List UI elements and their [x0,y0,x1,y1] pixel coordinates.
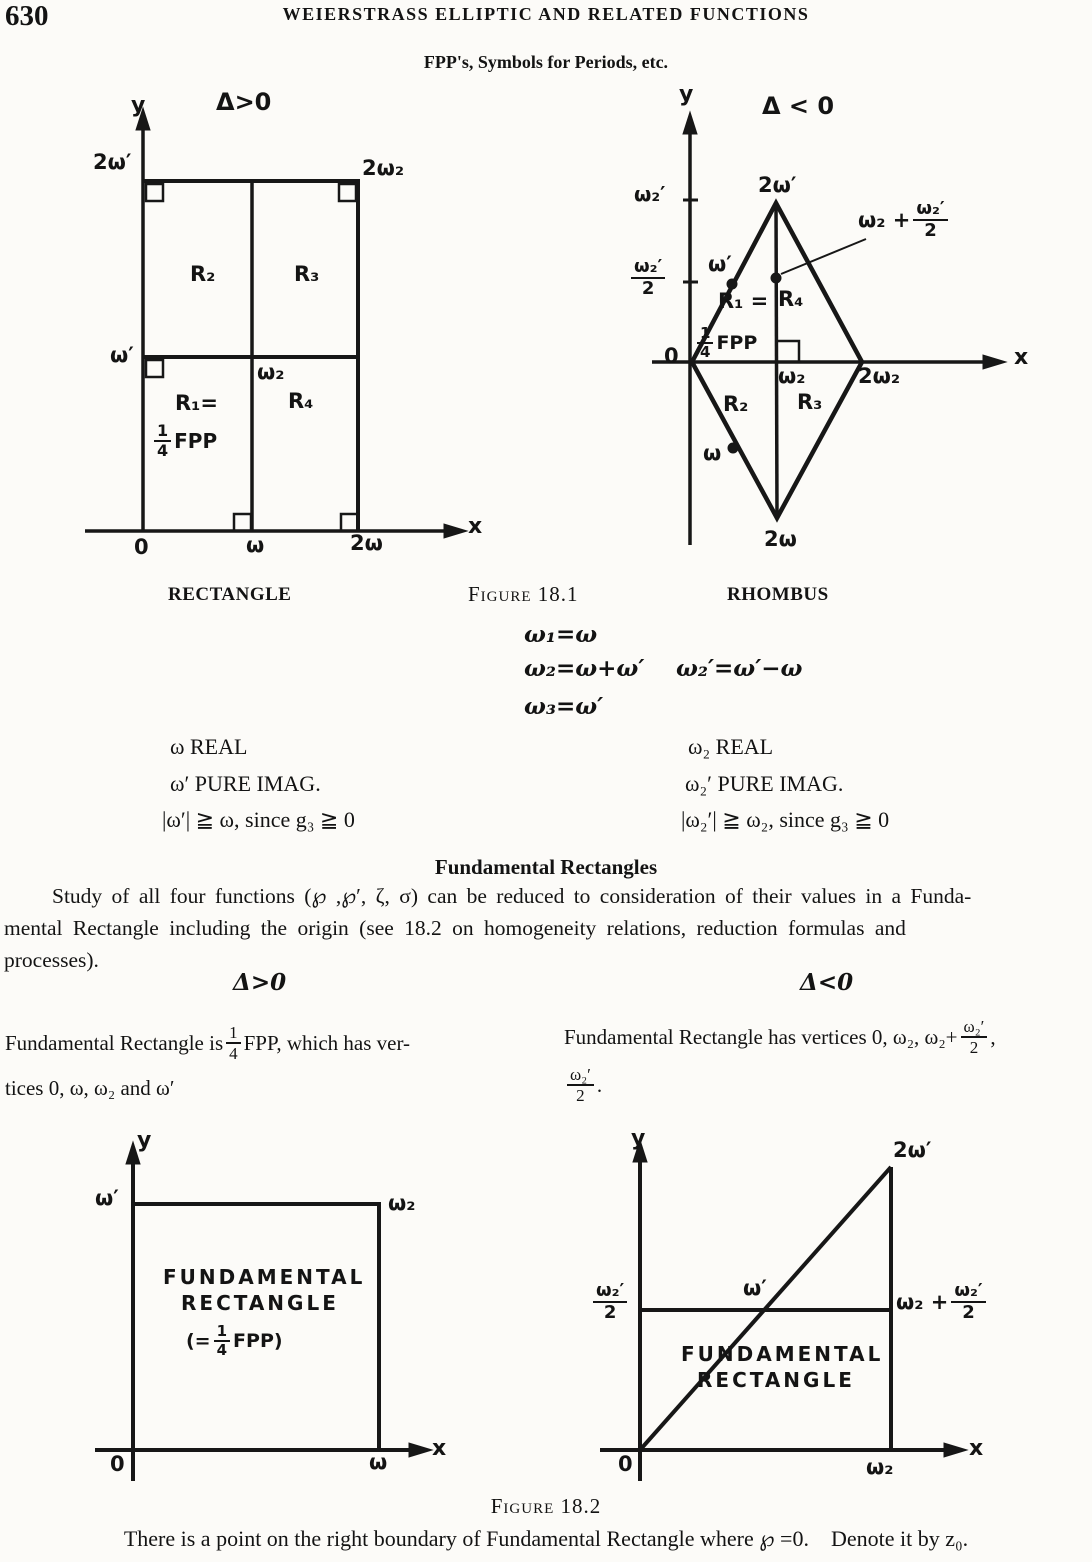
label-r3: R₃ [294,262,320,286]
label-2omega2: 2ω₂ [362,156,405,180]
label-r2: R₂ [190,262,216,286]
delta-negative-label: Δ<0 [800,969,854,996]
equation-omega2: ω₂=ω+ω′ [524,655,645,682]
tick-label-omega2-prime: ω₂′ [634,182,666,206]
running-title: WEIERSTRASS ELLIPTIC AND RELATED FUNCTIONS [282,4,810,24]
fundamental-rectangles-heading: Fundamental Rectangles [434,855,658,879]
label-omega-prime: ω′ [95,1186,119,1210]
fraction-omega2-prime-over-2: $\frac{\text{ω₂′}}{2}$ [951,1282,985,1322]
label-omega-prime: ω′ [743,1276,767,1300]
fraction-one-quarter: $\frac{1}{4}$ [214,1324,230,1358]
fundamental-text: FUNDAMENTAL [163,1265,366,1289]
label-omega2: ω₂ [866,1455,894,1479]
fraction-one-quarter: $\frac{1}{4}$ [697,326,713,360]
delta-negative-title: Δ < 0 [762,92,835,120]
point-omega [728,443,738,453]
left-column-line1: Fundamental Rectangle is $\frac{1}{4}$ FPP, which has ver- [5,1023,411,1063]
tick-label-half-omega2-prime [628,258,668,298]
right-angle-mark [146,360,163,377]
delta-positive-label: Δ>0 [233,969,287,996]
right-angle-mark [146,184,163,201]
paragraph-line3: processes). [4,948,99,972]
x-axis-arrow [444,524,467,538]
paragraph-line1: Study of all four functions (℘ ,℘′, ζ, σ) can be reduced to consideration of their values in a Funda- [52,884,972,908]
label-r3: R₃ [797,390,823,414]
label-2omega-prime: 2ω′ [758,173,797,197]
fraction-one-quarter: $\frac{1}{4}$ [226,1024,241,1062]
y-axis-label: y [137,1128,152,1153]
figure-182-caption: Figure 18.2 [490,1494,602,1518]
rectangle-text: RECTANGLE [181,1291,339,1315]
caption-rectangle: RECTANGLE [168,584,292,605]
fundamental-text: FUNDAMENTAL [681,1342,884,1366]
label-omega-prime: ω′ [110,343,134,367]
label-2omega: 2ω [350,531,383,555]
property-omega2-real: ω₂ REAL [688,734,774,759]
label-quarter-fpp: $\frac{1}{4}$ FPP [151,423,217,459]
property-omega2-inequality: |ω₂′| ≧ ω₂, since g₃ ≧ 0 [681,807,890,832]
annotation-pointer [781,239,866,274]
label-omega2: ω₂ [257,360,285,384]
x-axis-arrow [409,1443,432,1457]
label-quarter-fpp: $\frac{1}{4}$ FPP [694,326,757,360]
label-r1: R₁ = [718,289,769,313]
right-column-line2: $\frac{\text{ω₂′}}{2}$ . [564,1066,602,1104]
label-origin: 0 [664,344,679,368]
label-origin: 0 [110,1452,125,1476]
y-axis-label: y [131,93,146,118]
label-r1: R₁= [175,391,218,415]
property-omega-real: ω REAL [170,734,248,759]
fraction-omega2-prime-over-2: $\frac{\text{ω₂′}}{2}$ [593,1282,627,1322]
label-origin: 0 [134,535,149,559]
page-number: 630 [5,0,49,32]
point-center [771,273,781,283]
right-column-line1: Fundamental Rectangle has vertices 0, ω₂, ω₂+ $\frac{\text{ω₂′}}{2}$ , [564,1017,996,1057]
right-angle-mark [777,341,799,362]
caption-rhombus: RHOMBUS [727,584,829,605]
equation-omega1: ω₁=ω [524,621,598,648]
fraction-omega2-prime-over-2: $\frac{\text{ω₂′}}{2}$ [913,200,947,240]
fraction-omega2-prime-over-2: $\frac{\text{ω₂′}}{2}$ [961,1018,988,1056]
property-omega2-prime-imag: ω₂′ PURE IMAG. [685,771,844,796]
label-origin: 0 [618,1452,633,1476]
equals-quarter-fpp: (= $\frac{1}{4}$ FPP) [186,1322,283,1359]
right-angle-mark [339,184,356,201]
x-axis-arrow [944,1443,967,1457]
equation-omega2-prime: ω₂′=ω′−ω [676,655,803,682]
fraction-omega2-prime-over-2: $\frac{\text{ω₂′}}{2}$ [631,258,665,298]
label-omega: ω [246,533,265,557]
label-omega: ω [369,1450,388,1474]
label-2omega2: 2ω₂ [858,364,901,388]
fraction-one-quarter: $\frac{1}{4}$ [154,423,171,459]
x-axis-label: x [432,1436,447,1461]
fig181-rectangle-diagram [85,108,467,538]
label-omega-prime: ω′ [708,252,732,276]
right-angle-mark [234,514,251,531]
y-axis-label: y [679,82,694,107]
label-omega2: ω₂ [388,1191,416,1215]
equation-omega3: ω₃=ω′ [524,693,604,720]
annotation-omega2-plus-half: ω₂ + $\frac{\text{ω₂′}}{2}$ [858,200,951,240]
figure-181-caption: Figure 18.1 [468,582,579,606]
label-2omega-prime: 2ω′ [93,150,132,174]
paragraph-line2: mental Rectangle including the origin (see 18.2 on homogeneity relations, reduction formulas and [4,916,906,940]
property-omega-prime-imag: ω′ PURE IMAG. [170,771,321,796]
label-2omega-prime: 2ω′ [893,1138,932,1162]
y-axis-arrow [683,112,697,134]
x-axis-label: x [468,514,483,539]
rhombus-diagonal [776,203,777,518]
left-column-line2: tices 0, ω, ω₂ and ω′ [5,1076,175,1100]
x-axis-arrow [983,355,1006,369]
footer-note: There is a point on the right boundary of Fundamental Rectangle where ℘ =0. Denote it by z₀. [123,1526,969,1551]
delta-positive-title: Δ>0 [216,88,272,116]
label-r4: R₄ [288,389,314,413]
label-2omega: 2ω [764,527,797,551]
rectangle-text: RECTANGLE [697,1368,855,1392]
label-r2: R₂ [723,392,749,416]
label-omega2: ω₂ [778,364,806,388]
right-angle-mark [341,514,358,531]
property-omega-inequality: |ω′| ≧ ω, since g₃ ≧ 0 [162,807,355,832]
label-omega: ω [703,441,722,465]
section-subtitle: FPP's, Symbols for Periods, etc. [423,52,669,72]
point-omega-prime [727,279,737,289]
tick-label-half-omega2-prime [590,1282,630,1322]
y-axis-label: y [631,1126,646,1151]
label-r4: R₄ [778,287,804,311]
fraction-omega2-prime-over-2: $\frac{\text{ω₂′}}{2}$ [567,1066,594,1104]
annotation-omega2-plus-half: ω₂ + $\frac{\text{ω₂′}}{2}$ [896,1282,989,1322]
x-axis-label: x [1014,345,1029,370]
x-axis-label: x [969,1436,984,1461]
